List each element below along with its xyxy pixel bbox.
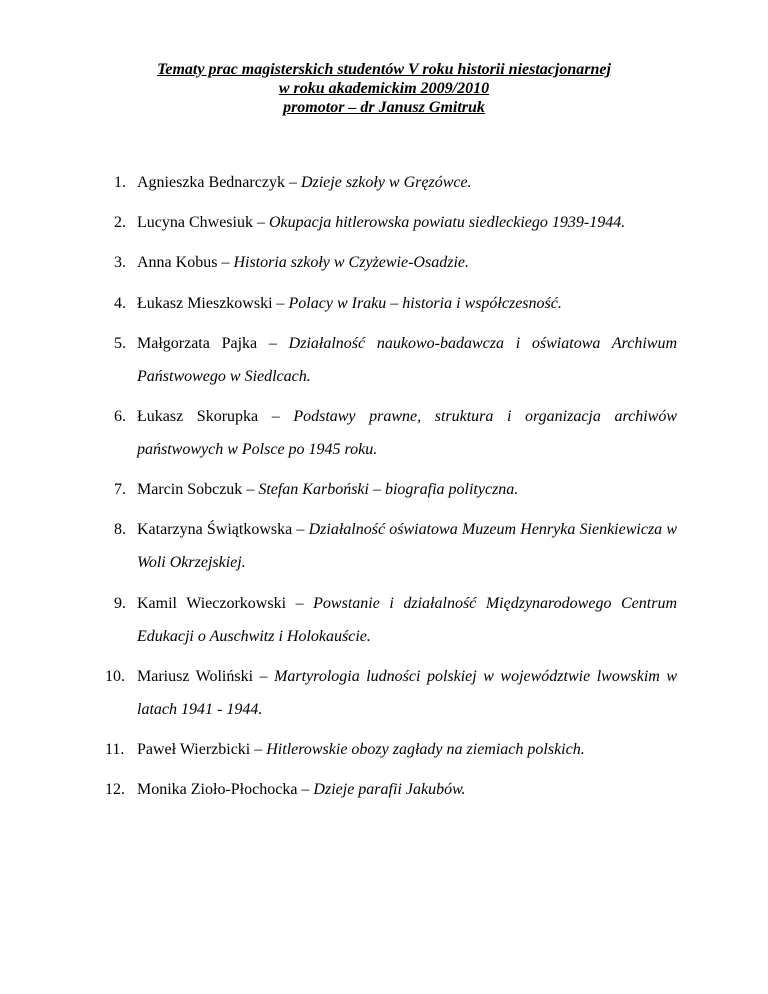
item-author: Monika Zioło-Płochocka (137, 781, 298, 799)
item-author: Paweł Wierzbicki (137, 740, 251, 758)
header-year-line: w roku akademickim 2009/2010 (278, 80, 490, 97)
item-separator: – (297, 781, 314, 799)
item-title: Historia szkoły w Czyżewie-Osadzie. (233, 254, 469, 272)
item-number: 8. (114, 521, 126, 539)
item-separator: – (286, 594, 314, 612)
item-number: 5. (114, 334, 126, 352)
item-author: Mariusz Woliński (137, 667, 254, 685)
item-number: 3. (114, 254, 126, 272)
list-item (0, 587, 677, 653)
item-separator: – (253, 667, 275, 685)
list-item (0, 473, 677, 506)
item-separator: – (250, 740, 267, 758)
item-separator: – (217, 254, 234, 272)
item-separator: – (284, 174, 301, 191)
item-number: 6. (114, 407, 126, 425)
item-number: 1. (114, 174, 126, 191)
item-author: Marcin Sobczuk (137, 481, 243, 499)
item-title: Okupacja hitlerowska powiatu siedleckiego 1939-1944. (268, 214, 626, 232)
item-number: 12. (105, 781, 125, 799)
item-number: 10. (105, 667, 125, 685)
item-separator: – (257, 334, 289, 352)
item-title: Polacy w Iraku – historia i współczesność. (288, 294, 562, 312)
item-author: Lucyna Chwesiuk (137, 214, 253, 232)
item-title: Hitlerowskie obozy zagłady na ziemiach polskich. (266, 740, 585, 758)
item-author: Agnieszka Bednarczyk (137, 174, 285, 191)
item-author: Łukasz Mieszkowski (137, 294, 273, 312)
item-author: Kamil Wieczorkowski (137, 594, 287, 612)
item-number: 9. (114, 594, 126, 612)
header-title-line: Tematy prac magisterskich studentów V roku historii niestacjonarnej (157, 61, 611, 78)
list-item (0, 287, 677, 320)
thesis-topics-list (0, 166, 768, 813)
item-author: Katarzyna Świątkowska (137, 521, 293, 539)
list-item (0, 660, 677, 726)
item-title: Podstawy prawne, struktura i organizacja archiwów państwowych w Polsce po 1945 roku. (137, 407, 677, 458)
item-separator: – (242, 481, 259, 499)
item-title: Działalność naukowo-badawcza i oświatowa Archiwum Państwowego w Siedlcach. (137, 334, 677, 385)
item-separator: – (272, 294, 289, 312)
item-title: Działalność oświatowa Muzeum Henryka Sienkiewicza w Woli Okrzejskiej. (137, 521, 678, 572)
list-item (0, 400, 677, 466)
item-author: Małgorzata Pajka (137, 334, 258, 352)
item-title: Martyrologia ludności polskiej w województwie lwowskim w latach 1941 - 1944. (137, 667, 678, 718)
list-item (0, 166, 677, 199)
item-separator: – (258, 407, 294, 425)
item-title: Stefan Karboński – biografia polityczna. (258, 481, 519, 499)
item-number: 2. (114, 214, 126, 232)
item-separator: – (292, 521, 309, 539)
item-author: Łukasz Skorupka (137, 407, 259, 425)
item-separator: – (252, 214, 269, 232)
list-item (0, 327, 677, 393)
list-item (0, 206, 677, 239)
item-number: 11. (105, 740, 125, 758)
list-item (0, 513, 677, 579)
item-number: 7. (114, 481, 126, 499)
header-supervisor-line: promotor – dr Janusz Gmitruk (283, 99, 485, 116)
item-number: 4. (114, 294, 126, 312)
list-item (0, 246, 677, 279)
list-item (0, 733, 677, 766)
list-item (0, 773, 677, 806)
item-title: Dzieje parafii Jakubów. (313, 781, 466, 799)
item-title: Dzieje szkoły w Gręzówce. (300, 174, 472, 191)
document-header (0, 60, 768, 117)
item-title: Powstanie i działalność Międzynarodowego Centrum Edukacji o Auschwitz i Holokauście. (137, 594, 678, 645)
item-author: Anna Kobus (137, 254, 218, 272)
